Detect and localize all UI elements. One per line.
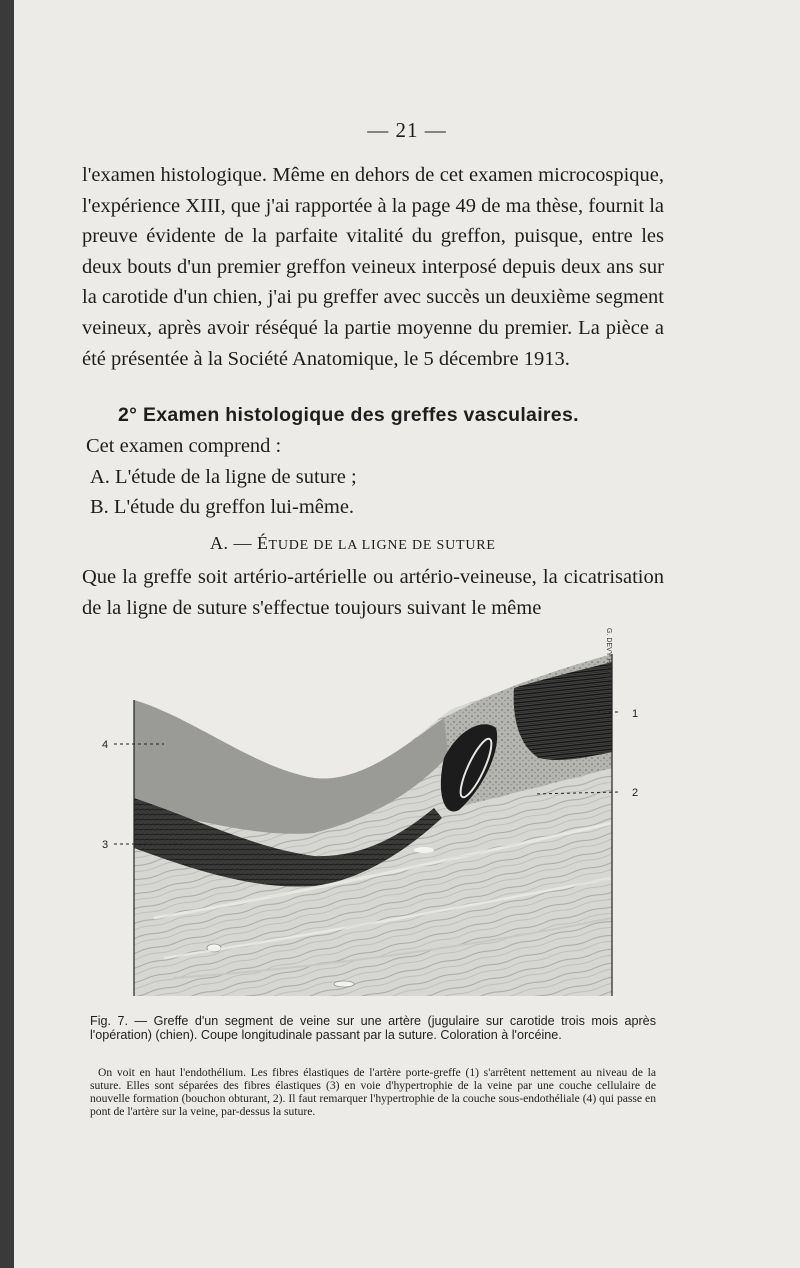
intro-text: Cet examen comprend : <box>86 435 282 457</box>
book-page <box>14 0 800 1268</box>
section-heading: 2° Examen histologique des greffes vasculaires. <box>118 404 579 426</box>
figure-caption: Fig. 7. — Greffe d'un segment de veine sur une artère (jugulaire sur carotide trois mois après l'opération) (chien). Coupe longitudinale passant par la suture. Coloration à l'orcéine. <box>90 1014 656 1043</box>
figure-legend <box>90 1066 656 1118</box>
figure-label-2: 2 <box>632 787 639 799</box>
paragraph-2: Que la greffe soit artério-artérielle ou artério-veineuse, la cicatrisation de la ligne de suture s'effectue toujours suivant le même <box>82 566 664 619</box>
tissue-section <box>134 654 612 996</box>
paragraph-1: l'examen histologique. Même en dehors de cet examen microcospique, l'expérience XIII, que j'ai rapportée à la page 49 de ma thèse, fournit la preuve évidente de la parfaite vitalité du greffon, puisque, entre les deux bouts d'un premier greffon veineux interposé depuis deux ans sur la carotide d'un chien, j'ai pu greffer avec succès un deuxième segment veineux, après avoir réséqué la partie moyenne du premier. La pièce a été présentée à la Société Anatomique, le 5 décembre 1913. <box>82 164 664 370</box>
histology-illustration <box>14 618 800 1018</box>
figure-legend-text: On voit en haut l'endothélium. Les fibres élastiques de l'artère porte-greffe (1) s'arrêtent nettement au niveau de la suture. Elles sont séparées des fibres élastiques (3) en voie d'hypertrophie de la veine par une couche cellulaire de nouvelle formation (bouchon obturant, 2). Il faut remarquer l'hypertrophie de la couche sous-endothéliale (4) qui passe en pont de l'artère sur la veine, par-dessus la suture. <box>90 1066 656 1118</box>
page-number: — 21 — <box>367 118 447 142</box>
histology-figure <box>14 618 800 1018</box>
subsection-heading <box>210 533 496 554</box>
list-item-b: B. L'étude du greffon lui-même. <box>90 496 355 518</box>
subsection-prefix: A. — É <box>210 533 269 553</box>
figure-label-1: 1 <box>632 708 639 720</box>
figure-label-4: 4 <box>102 739 109 751</box>
artist-signature: G. DEVY FAUVEL <box>605 628 612 686</box>
subsection-title: TUDE DE LA LIGNE DE SUTURE <box>268 538 496 553</box>
figure-label-3: 3 <box>102 839 109 851</box>
list-item-a: A. L'étude de la ligne de suture ; <box>90 466 357 488</box>
